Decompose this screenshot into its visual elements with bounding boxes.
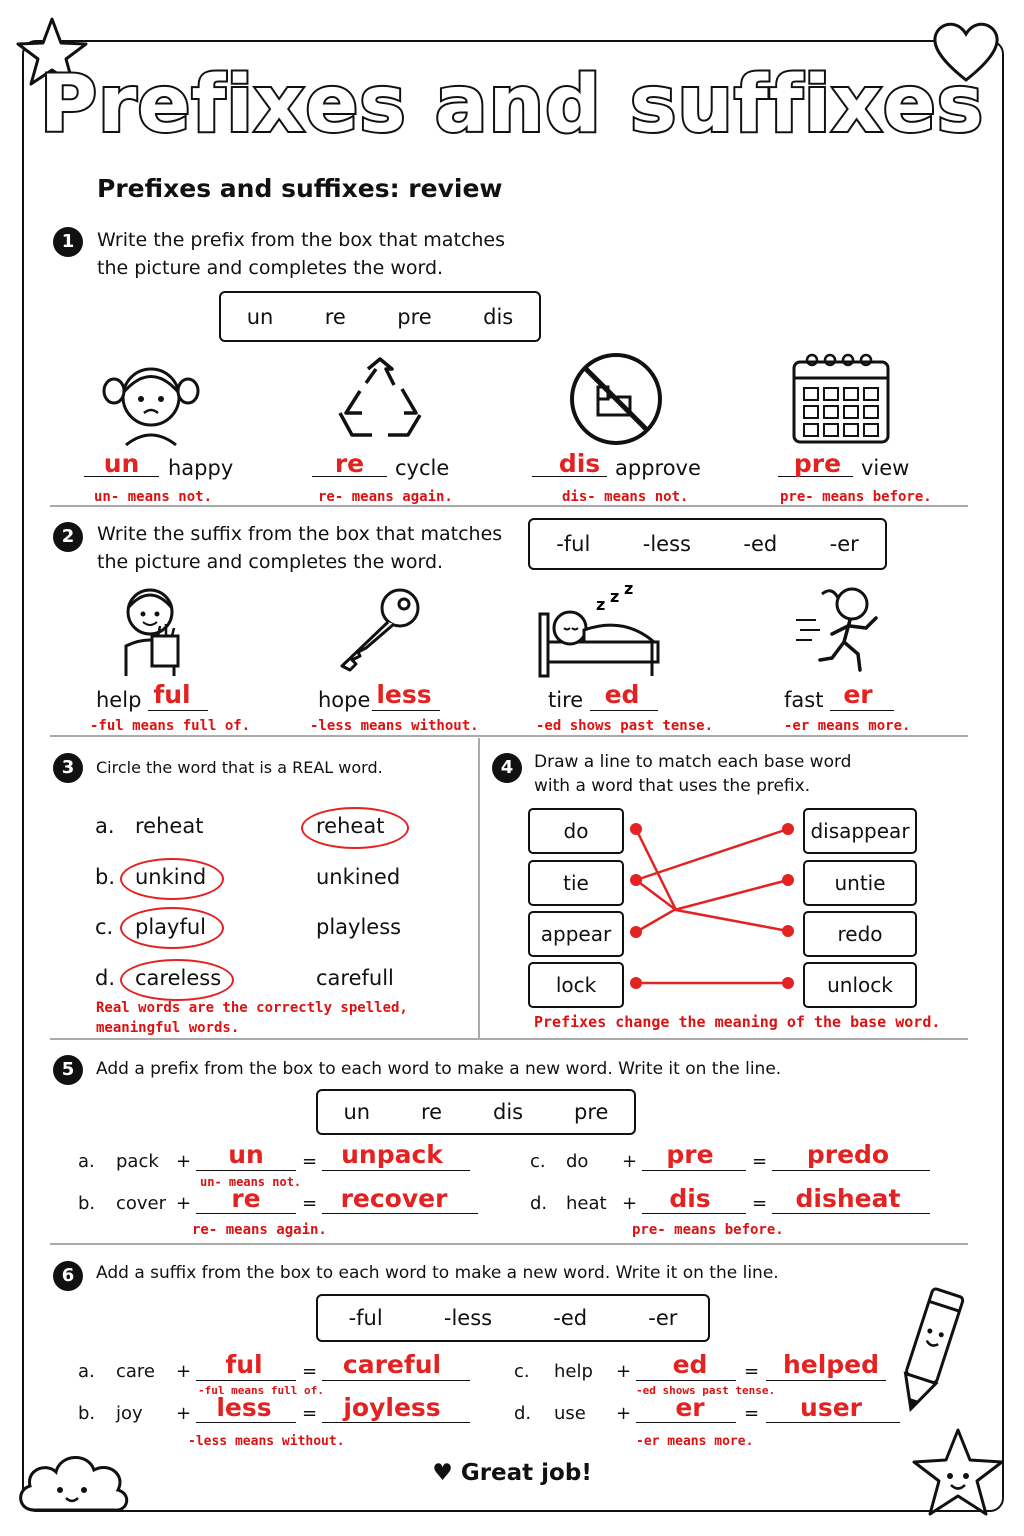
answer-line <box>636 1380 736 1381</box>
new-word: joyless <box>343 1393 441 1422</box>
suffix-word-box <box>528 518 887 570</box>
equals-sign: = <box>302 1403 318 1424</box>
page-subtitle: Prefixes and suffixes: review <box>97 174 503 203</box>
base-word: hope <box>318 688 371 712</box>
row-letter: a. <box>78 1361 95 1382</box>
answer-note: -er means more. <box>636 1434 754 1449</box>
new-word: user <box>800 1393 862 1422</box>
recycle-icon <box>332 355 428 445</box>
answer-line <box>772 1213 930 1214</box>
answer-prefix: dis <box>558 449 601 478</box>
section-instructions: Write the prefix from the box that matches the picture and completes the word. <box>97 229 505 279</box>
base-word-box[interactable]: do <box>528 808 624 854</box>
base-word: cycle <box>395 456 450 480</box>
box-word: -ful <box>556 532 591 556</box>
row-letter: c. <box>530 1151 546 1172</box>
match-lines <box>620 800 805 1010</box>
answer-line <box>196 1380 296 1381</box>
plus-sign: + <box>176 1151 192 1172</box>
section-number: 3 <box>53 753 83 783</box>
answer-suffix: ful <box>153 680 191 709</box>
answer-line <box>196 1170 296 1171</box>
box-word: dis <box>483 304 514 329</box>
base-word: help <box>554 1361 593 1382</box>
running-girl-icon <box>792 580 892 680</box>
box-word: -ed <box>743 532 778 556</box>
word-choice[interactable]: carefull <box>316 966 394 990</box>
answer-suffix: er <box>843 680 873 709</box>
section-note: Prefixes change the meaning of the base word. <box>534 1013 941 1031</box>
base-word: pack <box>116 1151 159 1172</box>
plus-sign: + <box>622 1193 638 1214</box>
answer-prefix: dis <box>669 1184 711 1213</box>
box-word: -ed <box>553 1306 588 1330</box>
answer-note: -less means without. <box>310 718 479 734</box>
answer-note: -ed shows past tense. <box>536 718 714 734</box>
answer-prefix: un <box>103 449 140 478</box>
base-word: joy <box>116 1403 143 1424</box>
box-word: -less <box>443 1306 493 1330</box>
box-word: un <box>343 1100 371 1124</box>
row-letter: c. <box>514 1361 530 1382</box>
section-instructions: Circle the word that is a REAL word. <box>96 758 383 777</box>
box-word: -er <box>829 532 859 556</box>
base-word-box[interactable]: tie <box>528 860 624 906</box>
plus-sign: + <box>622 1151 638 1172</box>
row-letter: c. <box>95 915 114 939</box>
answer-line <box>322 1380 470 1381</box>
answer-line <box>372 710 440 711</box>
plus-sign: + <box>176 1361 192 1382</box>
answer-note: -ed shows past tense. <box>636 1384 776 1397</box>
equals-sign: = <box>752 1193 768 1214</box>
base-word: cover <box>116 1193 167 1214</box>
answer-suffix: er <box>675 1393 705 1422</box>
prefixed-word-box[interactable]: untie <box>803 860 917 906</box>
answer-line <box>642 1213 746 1214</box>
box-word: pre <box>574 1100 609 1124</box>
prefix-word-box <box>219 291 541 342</box>
prefixed-word-box[interactable]: unlock <box>803 962 917 1008</box>
section-divider <box>50 1038 968 1040</box>
answer-prefix: pre <box>793 449 842 478</box>
section-number: 5 <box>53 1055 83 1085</box>
row-letter: b. <box>78 1193 96 1214</box>
answer-line <box>772 1170 930 1171</box>
answer-note: -ful means full of. <box>198 1384 324 1397</box>
answer-line <box>636 1422 736 1423</box>
answer-suffix: ful <box>225 1350 263 1379</box>
word-choice[interactable]: careless <box>135 966 222 990</box>
answer-line <box>322 1213 478 1214</box>
base-word: happy <box>168 456 234 480</box>
row-letter: a. <box>95 814 115 838</box>
base-word-box[interactable]: appear <box>528 911 624 957</box>
base-word: tire <box>548 688 584 712</box>
new-word: predo <box>806 1140 890 1169</box>
row-letter: d. <box>95 966 116 990</box>
answer-suffix: ed <box>672 1350 708 1379</box>
word-choice[interactable]: reheat <box>135 814 204 838</box>
box-word: un <box>246 304 274 329</box>
answer-note: re- means again. <box>192 1222 327 1238</box>
section-number: 6 <box>53 1261 83 1291</box>
new-word: careful <box>342 1350 442 1379</box>
box-word: -ful <box>348 1306 383 1330</box>
sleeping-child-icon <box>534 580 664 680</box>
footer-text: Great job! <box>460 1460 592 1486</box>
answer-line <box>766 1422 900 1423</box>
base-word: care <box>116 1361 156 1382</box>
row-letter: b. <box>78 1403 96 1424</box>
box-word: re <box>421 1100 443 1124</box>
answer-prefix: re <box>231 1184 261 1213</box>
word-choice[interactable]: unkind <box>135 865 207 889</box>
word-choice[interactable]: reheat <box>316 814 385 838</box>
answer-note: un- means not. <box>200 1175 302 1189</box>
prefixed-word-box[interactable]: disappear <box>803 808 917 854</box>
base-word: approve <box>615 456 701 480</box>
base-word: fast <box>784 688 824 712</box>
equals-sign: = <box>302 1151 318 1172</box>
row-letter: d. <box>514 1403 532 1424</box>
answer-line <box>590 710 658 711</box>
box-word: pre <box>397 304 432 329</box>
answer-note: -er means more. <box>784 718 911 734</box>
answer-note: -ful means full of. <box>90 718 251 734</box>
no-sign-icon <box>568 351 664 447</box>
page-title: Prefixes and suffixes <box>39 60 985 150</box>
equals-sign: = <box>744 1403 760 1424</box>
base-word: view <box>861 456 910 480</box>
new-word: helped <box>782 1350 880 1379</box>
section-instructions: Draw a line to match each base word with a word that uses the prefix. <box>534 752 852 796</box>
equals-sign: = <box>744 1361 760 1382</box>
plus-sign: + <box>616 1403 632 1424</box>
equals-sign: = <box>752 1151 768 1172</box>
heart-icon: ♥ <box>432 1460 453 1486</box>
base-word: help <box>96 688 142 712</box>
section-instructions: Add a suffix from the box to each word to make a new word. Write it on the line. <box>96 1263 779 1283</box>
column-divider <box>478 738 480 1038</box>
section-number: 1 <box>53 227 83 257</box>
section-divider <box>50 1243 968 1245</box>
word-choice[interactable]: playful <box>135 915 206 939</box>
base-word: do <box>566 1151 589 1172</box>
footer-message <box>0 1460 1024 1486</box>
box-word: -er <box>648 1306 678 1330</box>
section-note: Real words are the correctly spelled, <box>96 1000 408 1016</box>
answer-note: pre- means before. <box>780 489 932 505</box>
box-word: dis <box>493 1100 524 1124</box>
answer-prefix: re <box>334 449 365 478</box>
answer-line <box>830 710 894 711</box>
plus-sign: + <box>616 1361 632 1382</box>
equals-sign: = <box>302 1361 318 1382</box>
section-instructions: Write the suffix from the box that matches the picture and completes the word. <box>97 523 503 573</box>
section-number: 2 <box>53 522 83 552</box>
prefixed-word-box[interactable]: redo <box>803 911 917 957</box>
prefix-word-box <box>316 1089 636 1135</box>
answer-line <box>322 1422 470 1423</box>
answer-note: dis- means not. <box>562 489 689 505</box>
svg-text:z: z <box>596 595 606 614</box>
row-letter: d. <box>530 1193 548 1214</box>
base-word-box[interactable]: lock <box>528 962 624 1008</box>
plus-sign: + <box>176 1403 192 1424</box>
word-choice[interactable]: unkined <box>316 865 401 889</box>
word-choice[interactable]: playless <box>316 915 402 939</box>
svg-text:z: z <box>624 580 634 598</box>
answer-suffix: less <box>216 1393 272 1422</box>
answer-prefix: un <box>228 1140 264 1169</box>
helping-boy-icon <box>112 580 192 680</box>
calendar-icon <box>790 350 892 446</box>
new-word: recover <box>340 1184 448 1213</box>
pencil-icon <box>890 1280 970 1420</box>
row-letter: a. <box>78 1151 95 1172</box>
section-divider <box>50 505 968 507</box>
answer-line <box>642 1170 746 1171</box>
new-word: disheat <box>795 1184 901 1213</box>
answer-suffix: ed <box>604 680 640 709</box>
base-word: heat <box>566 1193 607 1214</box>
section-note: meaningful words. <box>96 1020 240 1036</box>
answer-line <box>766 1380 886 1381</box>
key-icon <box>334 586 424 672</box>
sad-girl-icon <box>96 355 206 447</box>
suffix-word-box <box>316 1294 710 1342</box>
equals-sign: = <box>302 1193 318 1214</box>
answer-suffix: less <box>376 680 432 709</box>
answer-line <box>196 1422 296 1423</box>
box-word: re <box>324 304 346 329</box>
section-number: 4 <box>492 753 522 783</box>
svg-text:z: z <box>610 587 620 606</box>
answer-note: -less means without. <box>188 1434 345 1449</box>
box-word: -less <box>642 532 691 556</box>
section-divider <box>50 735 968 737</box>
answer-prefix: pre <box>666 1140 714 1169</box>
answer-note: pre- means before. <box>632 1222 784 1238</box>
answer-note: re- means again. <box>318 489 453 505</box>
answer-line <box>148 710 208 711</box>
new-word: unpack <box>341 1140 443 1169</box>
answer-line <box>322 1170 470 1171</box>
base-word: use <box>554 1403 586 1424</box>
answer-note: un- means not. <box>94 489 213 505</box>
section-instructions: Add a prefix from the box to each word to make a new word. Write it on the line. <box>96 1059 782 1079</box>
row-letter: b. <box>95 865 116 889</box>
answer-line <box>196 1213 296 1214</box>
plus-sign: + <box>176 1193 192 1214</box>
